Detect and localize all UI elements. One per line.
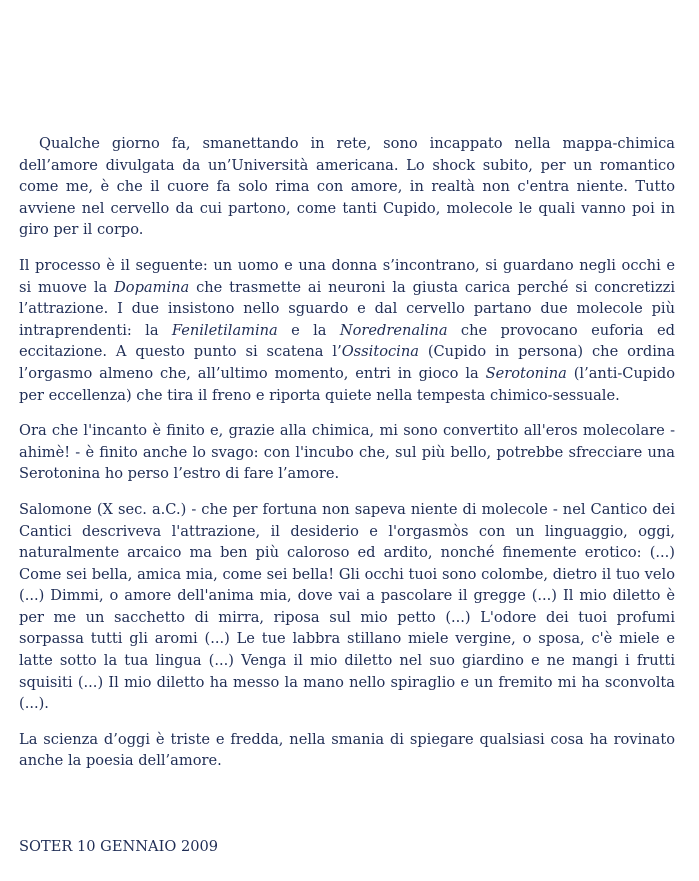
italic-term: Feniletilamina — [171, 321, 278, 339]
text: che trasmette ai neuroni la giusta carica perché si concretizzi l’attrazione. I due insistono nello sguardo e dal cervello partano due molecole più intraprendenti: la — [19, 278, 675, 339]
paragraph-intro: Qualche giorno fa, smanettando in rete, sono incappato nella mappa-chimica dell’amore divulgata da un’Università americana. Lo shock subito, per un romantico come me, è che il cuore fa solo rima con amore, in realtà non c'entra niente. Tutto avviene nel cervello da cui partono, come tanti Cupido, molecole le quali vanno poi in giro per il corpo. — [19, 135, 675, 239]
document-body — [19, 133, 675, 786]
text: e la — [277, 321, 340, 339]
signature: SOTER 10 GENNAIO 2009 — [19, 838, 219, 855]
paragraph-eros: Ora che l'incanto è finito e, grazie alla chimica, mi sono convertito all'eros molecolare - ahimè! - è finito anche lo svago: con l'incubo che, sul più bello, potrebbe sfrecciare una Serotonina ho perso l’estro di fare l’amore. — [19, 422, 675, 483]
text: che provocano euforia ed eccitazione. A questo punto si scatena l’ — [19, 321, 675, 361]
italic-term: Noredrenalina — [339, 321, 448, 339]
italic-term: Ossitocina — [341, 343, 419, 361]
italic-term: Dopamina — [114, 278, 190, 296]
italic-term: Serotonina — [485, 364, 567, 382]
paragraph-conclusion: La scienza d’oggi è triste e fredda, nella smania di spiegare qualsiasi cosa ha rovinato anche la poesia dell’amore. — [19, 730, 675, 770]
paragraph-salomone: Salomone (X sec. a.C.) - che per fortuna non sapeva niente di molecole - nel Cantico dei Cantici descriveva l'attrazione, il desiderio e l'orgasmòs con un linguaggio, oggi, naturalmente arcaico ma ben più caloroso ed ardito, nonché finemente erotico: (...) Come sei bella, amica mia, come sei bella! Gli occhi tuoi sono colombe, dietro il tuo velo (...) Dimmi, o amore dell'anima mia, dove vai a pascolare il gregge (...) Il mio diletto è per me un sacchetto di mirra, riposa sul mio petto (...) L'odore dei tuoi profumi sorpassa tutti gli aromi (...) Le tue labbra stillano miele vergine, o sposa, c'è miele e latte sotto la tua lingua (...) Venga il mio diletto nel suo giardino e ne mangi i frutti squisiti (...) Il mio diletto ha messo la mano nello spiraglio e un fremito mi ha sconvolta (...). — [19, 500, 675, 713]
text: (l’anti-Cupido per eccellenza) che tira il freno e riporta quiete nella tempesta chimico-sessuale. — [19, 364, 675, 404]
text: (Cupido in persona) che ordina l’orgasmo almeno che, all’ultimo momento, entri in gioco la — [19, 343, 675, 382]
paragraph-process — [19, 255, 675, 406]
text: Il processo è il seguente: un uomo e una donna s’incontrano, si guardano negli occhi e si muove la — [19, 256, 675, 296]
